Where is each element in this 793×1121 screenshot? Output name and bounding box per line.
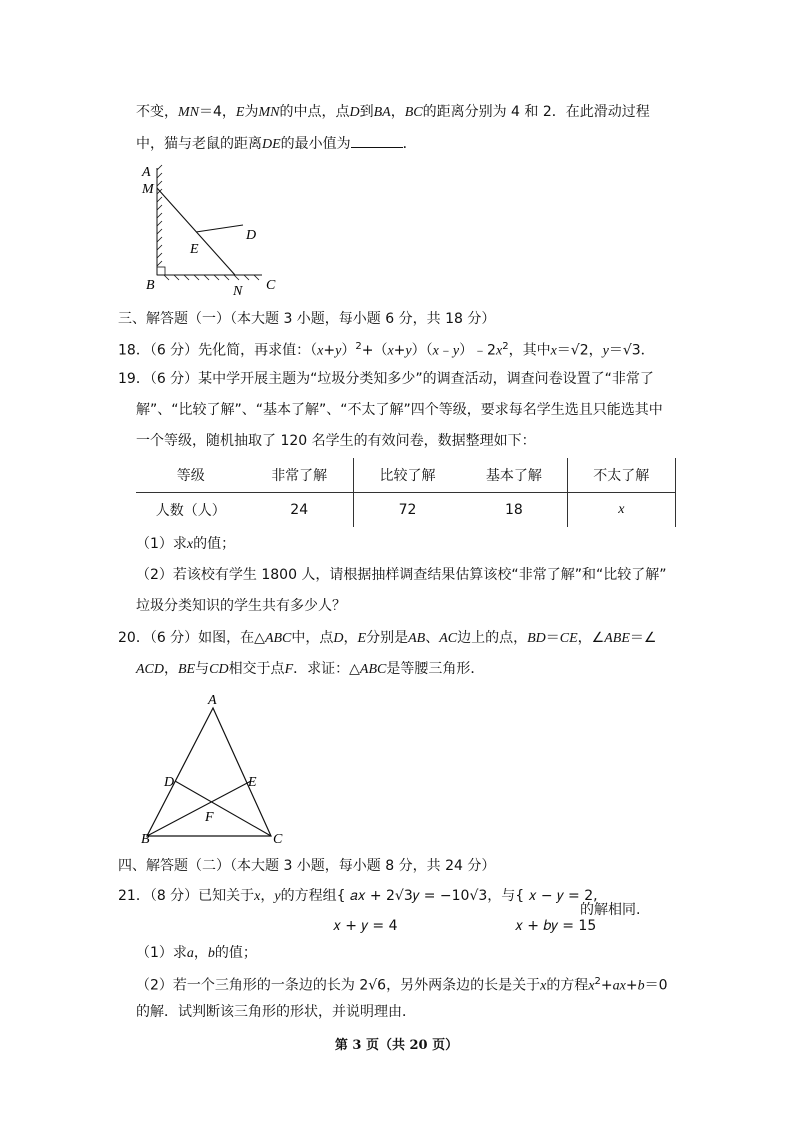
ground-hatch — [164, 275, 259, 280]
text: 的值； — [214, 945, 257, 961]
text: + — [600, 977, 613, 994]
var-de: DE — [262, 137, 281, 152]
text: 的值； — [193, 536, 236, 552]
page-footer: 第 3 页（共 20 页） — [334, 1038, 459, 1053]
var-mn: MN — [178, 105, 199, 120]
text: ， — [260, 888, 275, 904]
text: 为 — [244, 104, 259, 120]
answer-blank[interactable] — [351, 133, 403, 148]
var-x: x — [254, 889, 261, 904]
var: ABC — [359, 662, 387, 677]
text: 与 — [195, 661, 210, 677]
section-3-heading: 三、解答题（一）（本大题 3 小题，每小题 6 分，共 18 分） — [118, 311, 496, 327]
q19-part2-line2: 垃圾分类知识的学生共有多少人？ — [136, 598, 346, 614]
q17-line2 — [136, 133, 417, 155]
text: 的方程 — [546, 977, 589, 994]
text: ﹣ — [438, 342, 453, 359]
text: 20．（6 分）如图，在△ — [118, 630, 265, 646]
label-c: C — [266, 278, 276, 293]
q19-line1: 19．（6 分）某中学开展主题为“垃圾分类知多少”的调查活动，调查问卷设置了“非常了 — [118, 371, 654, 387]
table-row — [136, 493, 676, 528]
q21-system1-eq2: 𝑥 + 𝑦 = 4 — [333, 918, 398, 934]
table-cell: 人数（人） — [155, 503, 226, 519]
var-a: a — [186, 946, 194, 961]
text: 分别是 — [366, 630, 409, 646]
survey-table — [136, 458, 676, 527]
var: ACD — [136, 662, 164, 677]
table-header-row — [136, 458, 676, 493]
var: BE — [178, 662, 196, 677]
label-d: D — [164, 775, 175, 790]
text: ）（ — [411, 342, 433, 359]
q21-system2-eq2: 𝑥 + 𝑏𝑦 = 15 — [515, 918, 597, 934]
var: E — [357, 631, 367, 646]
text: 不变， — [136, 104, 178, 120]
q17-line1 — [136, 102, 650, 123]
q21-line1 — [118, 886, 598, 907]
q19-line2: 解”、“比较了解”、“基本了解”、“不太了解”四个等级，要求每名学生选且只能选其中 — [136, 402, 663, 418]
q19-part2-line1: （2）若该校有学生 1800 人，请根据抽样调查结果估算该校“非常了解”和“比较了解” — [136, 567, 667, 583]
text: 的最小值为 — [280, 136, 351, 152]
text: 、 — [425, 630, 440, 646]
var: CE — [559, 631, 578, 646]
var-y: y — [274, 889, 281, 904]
var: BD — [527, 631, 546, 646]
label-c: C — [273, 832, 283, 847]
text: ＝0 — [644, 977, 668, 994]
var-y: y — [452, 343, 460, 359]
var-e: E — [235, 105, 245, 120]
wall-hatch — [157, 165, 162, 266]
text: ．求证：△ — [293, 661, 360, 677]
exponent: 2 — [355, 341, 362, 352]
q21-part1 — [136, 943, 257, 964]
var: F — [284, 662, 294, 677]
text: 21．（8 分）已知关于 — [118, 888, 255, 904]
var-x: x — [550, 343, 557, 359]
text: 的距离分别为 4 和 2．在此滑动过程 — [422, 104, 650, 120]
text: ，其中 — [508, 342, 551, 359]
text: （2）若一个三角形的一条边的长为 2√6，另外两条边的长是关于 — [136, 977, 541, 994]
text: 到 — [359, 104, 374, 120]
label-b: B — [146, 278, 155, 293]
text: + — [393, 342, 406, 359]
text: （1）求 — [136, 536, 187, 552]
var-x: x — [186, 537, 194, 552]
text: （1）求 — [136, 945, 187, 961]
var-x: x — [588, 978, 595, 994]
section-4-heading: 四、解答题（二）（本大题 3 小题，每小题 8 分，共 24 分） — [118, 858, 496, 874]
var-mn: MN — [258, 105, 280, 120]
q17-figure — [136, 160, 276, 300]
var-x: x — [317, 343, 324, 359]
segment-cd — [175, 781, 271, 836]
text: ） — [341, 342, 356, 359]
text: ＝∠ — [629, 630, 657, 646]
q19-part1 — [136, 534, 235, 555]
text: 18．（6 分）先化简，再求值：（ — [118, 342, 318, 359]
text: + — [323, 342, 336, 359]
table-header-cell: 非常了解 — [246, 458, 354, 493]
var: AB — [408, 631, 426, 646]
q21-part2-line2: 的解．试判断该三角形的形状，并说明理由． — [136, 1004, 416, 1020]
text: ． — [402, 136, 417, 152]
label-m: M — [142, 182, 154, 197]
table-cell: 72 — [353, 493, 461, 528]
label-d: D — [246, 228, 257, 243]
var-bc: BC — [404, 105, 423, 120]
var-y: y — [405, 343, 412, 359]
q20-line2 — [136, 659, 484, 680]
q20-figure — [135, 690, 295, 850]
text: ＝√3． — [608, 342, 655, 359]
label-a: A — [208, 693, 217, 708]
var-b: b — [637, 978, 645, 994]
q20-line1 — [118, 628, 656, 649]
table-cell: x — [567, 493, 675, 528]
var-ax: ax — [612, 978, 626, 994]
var-ba: BA — [373, 105, 391, 120]
exponent: 2 — [594, 976, 601, 987]
q21-line1-end: 的解相同. — [580, 902, 641, 918]
text: ， — [390, 104, 405, 120]
var-x: x — [387, 343, 394, 359]
text: ， — [164, 661, 178, 677]
text: 中，点 — [291, 630, 334, 646]
table-header-cell: 基本了解 — [461, 458, 567, 493]
var-y: y — [602, 343, 609, 359]
text: 是等腰三角形． — [386, 661, 485, 677]
var-d: D — [349, 105, 360, 120]
var-y: y — [335, 343, 342, 359]
text: ， — [343, 630, 358, 646]
table-header-cell: 不太了解 — [567, 458, 675, 493]
table-cell: 24 — [290, 502, 309, 518]
var: D — [333, 631, 344, 646]
var: ABE — [604, 631, 630, 646]
label-a: A — [142, 165, 151, 180]
q21-part2 — [136, 972, 668, 997]
var: AC — [439, 631, 458, 646]
label-f: F — [205, 810, 214, 825]
table-header-cell: 等级 — [136, 458, 246, 493]
var-b: b — [207, 946, 215, 961]
right-angle-mark — [157, 267, 165, 275]
table-cell: 18 — [505, 502, 523, 518]
text: 的中点，点 — [279, 104, 350, 120]
text: ，∠ — [577, 630, 605, 646]
text: + — [625, 977, 638, 994]
label-b: B — [141, 832, 150, 847]
label-n: N — [233, 284, 243, 299]
text: ， — [193, 945, 208, 961]
var: ABC — [264, 631, 292, 646]
text: ＝ — [545, 630, 560, 646]
var-x: x — [540, 978, 547, 994]
text: 相交于点 — [228, 661, 285, 677]
text: 中，猫与老鼠的距离 — [136, 136, 262, 152]
text: ＝4， — [199, 104, 236, 120]
label-e: E — [248, 775, 257, 790]
q18 — [118, 337, 655, 362]
var: CD — [209, 662, 229, 677]
text: 边上的点， — [457, 630, 528, 646]
segment-de — [196, 225, 243, 232]
text: ＝√2， — [556, 342, 603, 359]
text: ）﹣2 — [459, 342, 496, 359]
exponent: 2 — [502, 341, 509, 352]
table-header-cell: 比较了解 — [353, 458, 461, 493]
label-e: E — [190, 242, 199, 257]
segment-be — [147, 781, 251, 836]
var-x: x — [432, 343, 439, 359]
text: +（ — [361, 342, 388, 359]
q19-line3: 一个等级，随机抽取了 120 名学生的有效问卷，数据整理如下： — [136, 433, 536, 449]
text: 的方程组{ 𝑎𝑥 + 2√3𝑦 = −10√3，与{ 𝑥 − 𝑦 = 2, — [280, 888, 598, 904]
var-x: x — [495, 343, 503, 359]
